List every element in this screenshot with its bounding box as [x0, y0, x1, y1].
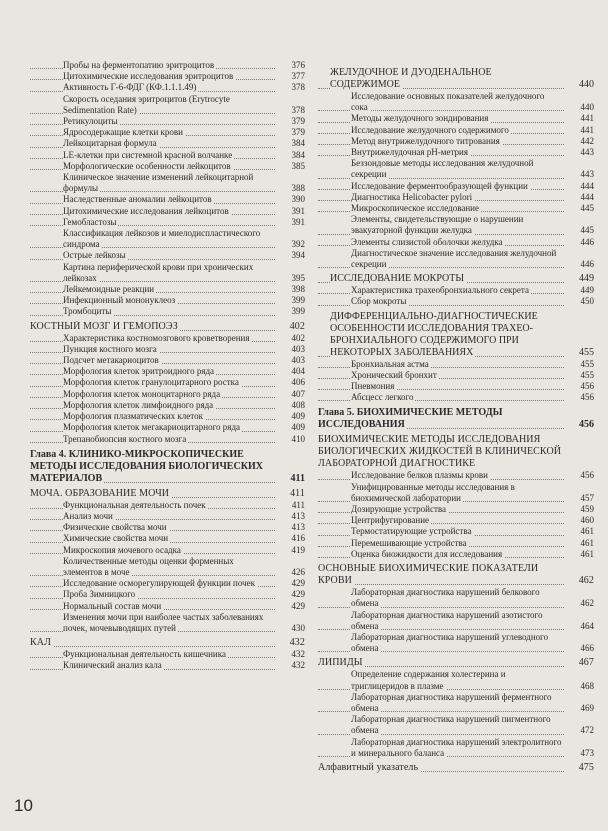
toc-entry [30, 295, 305, 306]
toc-entry-page: 460 [564, 515, 594, 526]
toc-entry-page: 443 [564, 147, 594, 158]
toc-entry [318, 392, 594, 403]
toc-entry [30, 601, 305, 612]
toc-entry-page: 411 [275, 500, 305, 511]
toc-entry-title: Глава 4. КЛИНИКО-МИКРОСКОПИЧЕСКИЕ МЕТОДЫ ИССЛЕДОВАНИЯ БИОЛОГИЧЕСКИХ МАТЕРИАЛОВ [30, 448, 263, 484]
toc-entry [318, 381, 594, 392]
toc-entry-title: ЖЕЛУДОЧНОЕ И ДУОДЕНАЛЬНОЕ СОДЕРЖИМОЕ [330, 67, 492, 90]
toc-entry-page: 379 [275, 116, 305, 127]
toc-entry-title: Унифицированные методы исследования в биохимической лаборатории [351, 481, 515, 503]
toc-entry-title: Микроскопическое исследование [351, 203, 479, 214]
toc-entry-title: Лабораторная диагностика нарушений пигментного обмена [351, 714, 551, 736]
toc-entry-title: Наследственные аномалии лейкоцитов [63, 194, 212, 205]
page-number: 10 [14, 796, 33, 815]
toc-entry [318, 136, 594, 147]
toc-entry-title: Хронический бронхит [351, 369, 437, 380]
toc-entry-page: 403 [275, 344, 305, 355]
toc-entry-page: 455 [564, 347, 594, 359]
toc-entry-title: Перемешивающие устройства [351, 537, 467, 548]
toc-entry [30, 488, 305, 500]
toc-entry-title: Пункция костного мозга [63, 343, 157, 354]
toc-entry-title: Исследование ферментообразующей функции [351, 180, 528, 191]
toc-entry-page: 462 [564, 598, 594, 609]
toc-entry [30, 344, 305, 355]
toc-entry-page: 468 [564, 681, 594, 692]
toc-entry-page: 432 [275, 637, 305, 649]
toc-entry [318, 248, 594, 270]
toc-entry-page: 456 [564, 470, 594, 481]
toc-entry-title: Пробы на ферментопатию эритроцитов [63, 60, 215, 70]
toc-entry [318, 67, 594, 91]
toc-entry-page: 440 [564, 79, 594, 91]
toc-entry-title: Характеристика трахеобронхиального секрета [351, 285, 529, 296]
toc-entry [318, 407, 594, 431]
toc-entry-page: 398 [275, 284, 305, 295]
toc-entry-page: 429 [275, 589, 305, 600]
toc-entry-title: Микроскопия мочевого осадка [63, 544, 181, 555]
toc-entry-title: Функциональная деятельность почек [63, 499, 206, 510]
toc-entry [318, 158, 594, 180]
toc-entry [30, 161, 305, 172]
toc-entry-page: 469 [564, 703, 594, 714]
toc-entry [318, 504, 594, 515]
toc-entry [30, 82, 305, 93]
toc-entry-page: 399 [275, 295, 305, 306]
toc-entry-page: 407 [275, 389, 305, 400]
toc-entry-page: 475 [564, 762, 594, 774]
toc-entry-title: ДИФФЕРЕНЦИАЛЬНО-ДИАГНОСТИЧЕСКИЕ ОСОБЕННОСТИ ИССЛЕДОВАНИЯ ТРАХЕО-БРОНХИАЛЬНОГО СОДЕРЖИМОГО ПРИ НЕКОТОРЫХ ЗАБОЛЕВАНИЯХ [330, 310, 538, 358]
toc-entry-title: Сбор мокроты [351, 296, 407, 307]
toc-entry-page: 440 [564, 102, 594, 113]
toc-entry-title: Беззондовые методы исследования желудочной секреции [351, 158, 534, 180]
toc-entry-page: 426 [275, 567, 305, 578]
toc-left-column [30, 60, 305, 672]
toc-entry-page: 449 [564, 285, 594, 296]
toc-entry [30, 217, 305, 228]
toc-entry-title: Ядросодержащие клетки крови [63, 127, 183, 138]
toc-entry-title: Гемобластозы [63, 216, 117, 227]
toc-entry [318, 203, 594, 214]
toc-entry-title: Физические свойства мочи [63, 522, 167, 533]
toc-entry-page: 395 [275, 273, 305, 284]
toc-entry-title: Элементы, свидетельствующие о нарушении эвакуаторной функции желудка [351, 214, 524, 236]
toc-entry-page: 456 [564, 419, 594, 431]
toc-entry [318, 482, 594, 504]
toc-entry [318, 370, 594, 381]
toc-entry-page: 376 [275, 60, 305, 71]
toc-entry-title: Химические свойства мочи [63, 533, 169, 544]
toc-leader-dots [30, 646, 275, 647]
toc-entry [30, 411, 305, 422]
toc-entry-title: Тромбоциты [63, 306, 112, 317]
toc-entry [30, 94, 305, 116]
toc-entry-page: 430 [275, 623, 305, 634]
toc-entry [318, 669, 594, 691]
toc-entry-title: Диагностическое значение исследования желудочной секреции [351, 247, 557, 270]
toc-entry-title: Исследование осморегулирующей функции почек [63, 578, 256, 589]
toc-entry-page: 413 [275, 511, 305, 522]
toc-entry-page: 411 [275, 473, 305, 485]
toc-entry [30, 284, 305, 295]
toc-entry-page: 432 [275, 660, 305, 671]
toc-entry [318, 214, 594, 236]
toc-entry-title: Внутрижелудочная pH-метрия [351, 147, 468, 158]
toc-entry-page: 464 [564, 621, 594, 632]
toc-entry [318, 737, 594, 759]
toc-entry-page: 455 [564, 370, 594, 381]
toc-entry [30, 422, 305, 433]
toc-entry-title: МОЧА. ОБРАЗОВАНИЕ МОЧИ [30, 487, 170, 499]
toc-entry-page: 404 [275, 366, 305, 377]
toc-entry-page: 462 [564, 575, 594, 587]
toc-entry-page: 411 [275, 488, 305, 500]
toc-entry [30, 545, 305, 556]
toc-entry-title: Бронхиальная астма [351, 358, 429, 369]
toc-entry [318, 632, 594, 654]
toc-entry-title: КОСТНЫЙ МОЗГ И ГЕМОПОЭЗ [30, 320, 178, 332]
toc-entry-title: Характеристика костномозгового кроветворения [63, 332, 250, 343]
toc-entry [30, 366, 305, 377]
toc-entry-title: Инфекционный мононуклеоз [63, 295, 176, 306]
toc-entry [30, 500, 305, 511]
toc-entry-page: 413 [275, 522, 305, 533]
toc-entry-title: Острые лейкозы [63, 250, 126, 261]
toc-entry [318, 526, 594, 537]
toc-entry-page: 442 [564, 136, 594, 147]
toc-entry-page: 429 [275, 578, 305, 589]
toc-entry-title: Глава 5. БИОХИМИЧЕСКИЕ МЕТОДЫ ИССЛЕДОВАНИЯ [318, 407, 503, 431]
toc-entry-page: 408 [275, 400, 305, 411]
toc-entry [318, 113, 594, 124]
toc-entry-page: 456 [564, 381, 594, 392]
toc-entry [318, 285, 594, 296]
toc-entry-page: 443 [564, 169, 594, 180]
toc-entry-page: 388 [275, 183, 305, 194]
toc-entry [318, 563, 594, 587]
toc-entry-page: 444 [564, 192, 594, 203]
toc-entry [30, 194, 305, 205]
toc-entry-title: ИССЛЕДОВАНИЕ МОКРОТЫ [330, 273, 465, 285]
toc-entry-page: 394 [275, 250, 305, 261]
toc-entry-page: 385 [275, 161, 305, 172]
toc-entry-title: Подсчет метакариоцитов [63, 355, 159, 366]
toc-entry [30, 355, 305, 366]
toc-leader-dots [318, 584, 564, 585]
toc-entry [30, 556, 305, 578]
toc-entry [318, 515, 594, 526]
toc-entry [318, 311, 594, 359]
toc-entry-title: Морфологические особенности лейкоцитов [63, 160, 231, 171]
toc-entry-title: Оценка биожидкости для исследования [351, 548, 503, 559]
toc-entry [318, 237, 594, 248]
toc-entry-page: 391 [275, 206, 305, 217]
toc-entry [318, 147, 594, 158]
toc-entry [30, 333, 305, 344]
toc-entry-title: LE-клетки при системной красной волчанке [63, 149, 233, 160]
toc-entry-title: Диагностика Helicobacter pylori [351, 191, 473, 202]
toc-entry-title: Метод внутрижелудочного титрования [351, 135, 500, 146]
toc-entry-page: 444 [564, 181, 594, 192]
toc-entry-page: 392 [275, 239, 305, 250]
toc-entry [30, 321, 305, 333]
toc-entry [30, 434, 305, 445]
toc-entry-page: 446 [564, 259, 594, 270]
toc-entry [30, 533, 305, 544]
toc-entry [30, 511, 305, 522]
toc-entry-page: 391 [275, 217, 305, 228]
toc-entry-title: Лабораторная диагностика нарушений азотистого обмена [351, 609, 543, 631]
toc-entry [318, 549, 594, 560]
toc-entry [318, 192, 594, 203]
toc-entry-page: 402 [275, 333, 305, 344]
toc-entry-title: Лабораторная диагностика нарушений ферментного обмена [351, 691, 552, 713]
toc-entry-title: Элементы слизистой оболочки желудка [351, 236, 503, 247]
toc-entry-page: 441 [564, 125, 594, 136]
toc-entry-page: 409 [275, 422, 305, 433]
toc-entry [30, 389, 305, 400]
toc-entry-title: Исследование основных показателей желудочного сока [351, 91, 545, 113]
toc-entry-title: Нормальный состав мочи [63, 600, 162, 611]
toc-entry [318, 359, 594, 370]
toc-entry-title: Анализ мочи [63, 510, 113, 521]
toc-entry [318, 610, 594, 632]
toc-entry-title: Лабораторная диагностика нарушений углеводного обмена [351, 631, 549, 654]
toc-right-column [318, 64, 594, 774]
toc-entry-page: 467 [564, 657, 594, 669]
toc-entry-page: 402 [275, 321, 305, 333]
toc-entry-page: 461 [564, 549, 594, 560]
toc-entry-title: БИОХИМИЧЕСКИЕ МЕТОДЫ ИССЛЕДОВАНИЯ БИОЛОГИЧЕСКИХ ЖИДКОСТЕЙ В КЛИНИЧЕСКОЙ ЛАБОРАТОРНОЙ ДИАГНОСТИКЕ [318, 434, 562, 470]
toc-entry-title: Функциональная деятельность кишечника [63, 649, 226, 660]
toc-entry-title: Активность Г-6-ФДГ (КФ.1.1.1.49) [63, 82, 197, 93]
toc-entry-title: Морфология плазматических клеток [63, 411, 203, 422]
toc-entry-page: 472 [564, 725, 594, 736]
toc-entry-page: 410 [275, 434, 305, 445]
toc-entry [30, 660, 305, 671]
toc-entry [318, 273, 594, 285]
toc-entry-page: 461 [564, 526, 594, 537]
toc-entry [30, 306, 305, 317]
toc-entry [30, 71, 305, 82]
toc-entry-title: Центрифугирование [351, 515, 430, 526]
toc-entry-title: Проба Зимницкого [63, 589, 136, 600]
toc-entry-title: Лабораторная диагностика нарушений электролитного и минерального баланса [351, 736, 562, 758]
toc-entry-title: Методы желудочного зондирования [351, 113, 489, 124]
toc-entry [30, 637, 305, 649]
toc-entry-title: Морфология клеток мегакариоцитарного ряда [63, 422, 241, 433]
toc-entry-title: Лейкемоидные реакции [63, 284, 155, 295]
toc-entry [318, 181, 594, 192]
toc-entry-title: Клинический анализ кала [63, 660, 162, 671]
toc-entry-page: 399 [275, 306, 305, 317]
toc-entry-page: 473 [564, 748, 594, 759]
toc-entry-title: Абсцесс легкого [351, 392, 414, 403]
toc-entry [318, 538, 594, 549]
toc-entry-page: 446 [564, 237, 594, 248]
toc-entry [30, 116, 305, 127]
toc-entry-title: Алфавитный указатель [318, 761, 419, 773]
toc-entry [30, 150, 305, 161]
toc-entry-page: 403 [275, 355, 305, 366]
toc-entry-title: Исследование белков плазмы крови [351, 470, 488, 481]
toc-entry-page: 466 [564, 643, 594, 654]
toc-entry-page: 459 [564, 504, 594, 515]
toc-entry-title: Морфология клеток лимфоидного ряда [63, 399, 214, 410]
toc-entry-page: 377 [275, 71, 305, 82]
toc-entry-page: 461 [564, 538, 594, 549]
toc-entry [30, 578, 305, 589]
toc-entry-page: 419 [275, 545, 305, 556]
toc-entry [318, 296, 594, 307]
toc-entry-page: 378 [275, 82, 305, 93]
toc-entry [318, 434, 594, 470]
toc-entry-title: Трепанобиопсия костного мозга [63, 433, 187, 444]
toc-entry [30, 250, 305, 261]
toc-entry-page: 409 [275, 411, 305, 422]
toc-entry-page: 406 [275, 377, 305, 388]
toc-entry-title: Картина периферической крови при хронических лейкозах [63, 261, 254, 283]
toc-entry-page: 384 [275, 138, 305, 149]
toc-entry-title: Количественные методы оценки форменных элементов в моче [63, 555, 234, 577]
toc-entry-page: 429 [275, 601, 305, 612]
toc-entry-page: 457 [564, 493, 594, 504]
toc-entry-page: 379 [275, 127, 305, 138]
toc-entry-title: Исследование желудочного содержимого [351, 124, 509, 135]
toc-entry [30, 127, 305, 138]
toc-entry [318, 762, 594, 774]
toc-entry-page: 441 [564, 113, 594, 124]
toc-entry-title: Лабораторная диагностика нарушений белкового обмена [351, 587, 540, 609]
toc-entry [318, 125, 594, 136]
toc-entry-page: 456 [564, 392, 594, 403]
toc-entry-title: Скорость оседания эритроцитов (Erytrocyte Sedimentation Rate) [63, 93, 230, 115]
toc-entry-title: Цитохимические исследования эритроцитов [63, 71, 234, 82]
toc-entry [30, 612, 305, 634]
toc-entry-page: 378 [275, 105, 305, 116]
toc-entry-title: Пневмония [351, 381, 395, 392]
toc-entry-title: Морфология клеток моноцитарного ряда [63, 388, 221, 399]
toc-entry [30, 589, 305, 600]
toc-entry [318, 91, 594, 113]
toc-entry-page: 416 [275, 533, 305, 544]
toc-entry-page: 445 [564, 225, 594, 236]
toc-entry [30, 138, 305, 149]
toc-entry [30, 172, 305, 194]
toc-entry-title: Изменения мочи при наиболее частых заболеваниях почек, мочевыводящих путей [63, 611, 264, 633]
toc-entry-title: Термостатирующие устройства [351, 526, 472, 537]
toc-entry-title: Морфология клеток гранулоцитарного ростка [63, 377, 239, 388]
toc-entry-page: 445 [564, 203, 594, 214]
toc-entry [30, 400, 305, 411]
toc-entry [30, 60, 305, 71]
toc-entry-title: Клиническое значение изменений лейкоцитарной формулы [63, 172, 254, 194]
toc-entry-page: 450 [564, 296, 594, 307]
toc-entry [30, 206, 305, 217]
toc-entry-page: 432 [275, 649, 305, 660]
toc-entry [318, 470, 594, 481]
toc-entry-title: Морфология клеток эритроидного ряда [63, 366, 215, 377]
toc-entry-page: 449 [564, 273, 594, 285]
toc-entry [30, 262, 305, 284]
toc-entry-title: ЛИПИДЫ [318, 657, 363, 669]
toc-entry-title: Определение содержания холестерина и триглицеридов в плазме [351, 669, 506, 691]
toc-entry [30, 377, 305, 388]
toc-entry-page: 455 [564, 359, 594, 370]
toc-entry [30, 449, 305, 485]
toc-entry [318, 692, 594, 714]
toc-entry-page: 390 [275, 194, 305, 205]
toc-entry-title: Классификация лейкозов и миелодиспластического синдрома [63, 228, 261, 250]
toc-entry-title: Ретикулоциты [63, 116, 118, 127]
toc-entry-title: КАЛ [30, 637, 51, 649]
toc-entry [318, 587, 594, 609]
toc-entry-title: Лейкоцитарная формула [63, 138, 157, 149]
toc-entry-title: Дозирующие устройства [351, 504, 447, 515]
toc-entry [30, 649, 305, 660]
toc-entry [30, 522, 305, 533]
toc-entry-page: 384 [275, 150, 305, 161]
toc-entry [318, 657, 594, 669]
toc-entry-title: ОСНОВНЫЕ БИОХИМИЧЕСКИЕ ПОКАЗАТЕЛИ КРОВИ [318, 563, 539, 587]
toc-entry [318, 714, 594, 736]
toc-entry-title: Цитохимические исследования лейкоцитов [63, 205, 229, 216]
toc-entry [30, 228, 305, 250]
